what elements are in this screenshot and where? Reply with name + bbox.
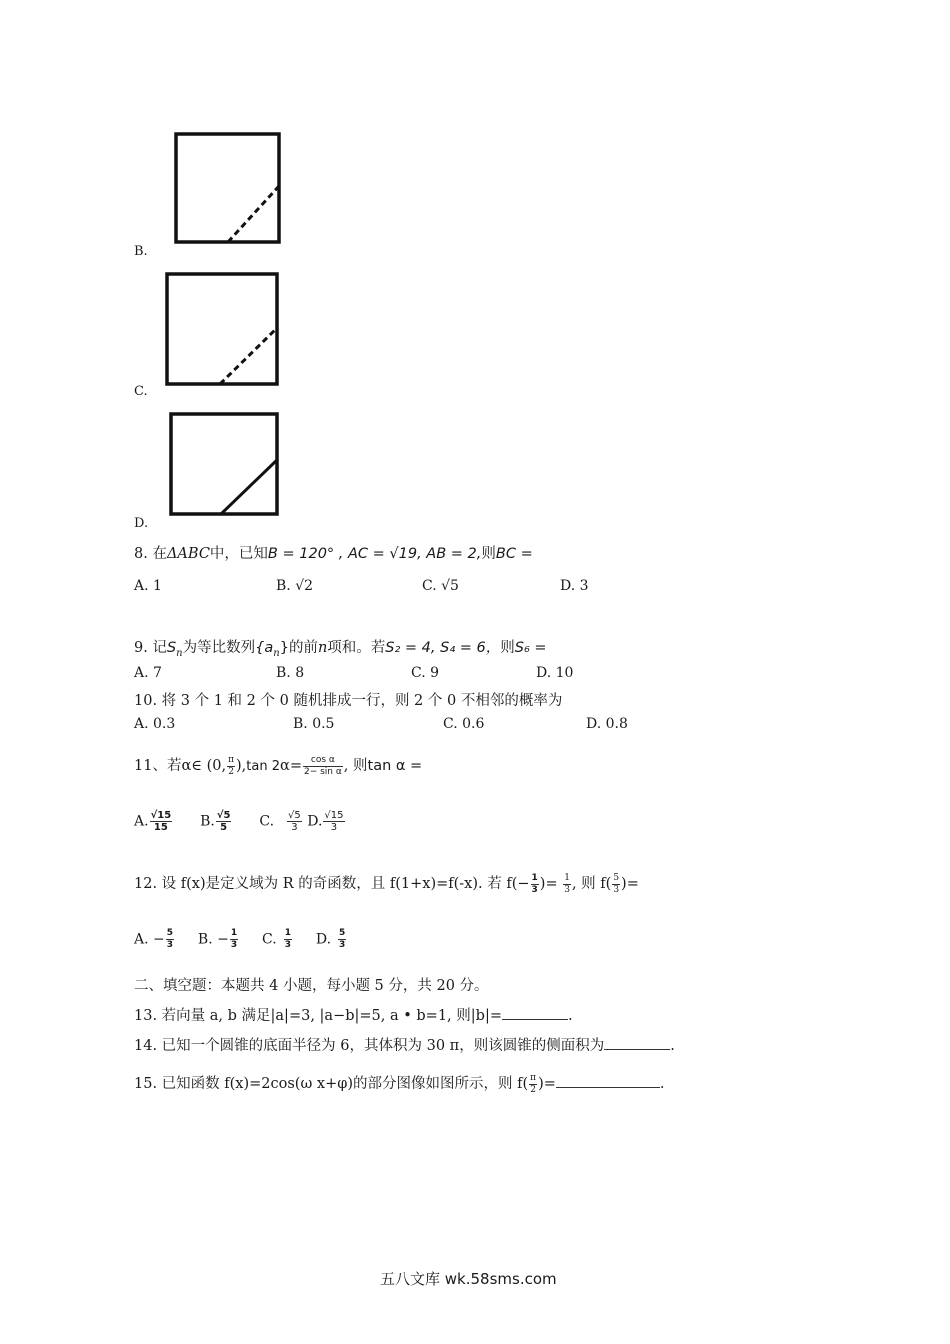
question-9: [134, 636, 547, 659]
q9-an: {a: [255, 640, 274, 656]
q11-tan2: tan 2: [246, 759, 281, 774]
q13-answer-blank[interactable]: [502, 1007, 568, 1020]
q11-option-d-value: $\frac{√15}{3}$: [324, 810, 344, 833]
q14-text: 14. 已知一个圆锥的底面半径为 6，其体积为 30 π，则该圆锥的侧面积为: [134, 1038, 605, 1054]
q9-option-d: D. 10: [536, 665, 574, 681]
q9-an-close: }: [279, 640, 289, 656]
q13-text: 13. 若向量 a, b 满足|a|=3, |a−b|=5, a • b=1, 则|b|=: [134, 1008, 502, 1024]
q9-mid1: 为等比数列: [182, 640, 256, 656]
q10-option-d: D. 0.8: [586, 716, 628, 732]
q12-frac-1: $\frac{1}{3}$: [531, 872, 538, 895]
question-11: [134, 754, 422, 778]
question-10: 10. 将 3 个 1 和 2 个 0 随机排成一行，则 2 个 0 不相邻的概率为: [134, 693, 563, 709]
option-c-figure: [162, 270, 284, 388]
q11-option-c-value: $\frac{√5}{3}$: [288, 810, 301, 833]
q12-tail: )=: [621, 876, 639, 892]
q11-options: [134, 810, 346, 833]
question-8: [134, 542, 533, 563]
q8-prefix: 8. 在: [134, 546, 167, 562]
q11-option-b-value: $\frac{√5}{5}$: [216, 810, 231, 833]
q12-option-d-label: D.: [315, 931, 332, 948]
q9-mid2: 的前: [288, 640, 318, 656]
question-14: [134, 1034, 675, 1055]
q12-option-d-value: $\frac{5}{3}$: [339, 928, 346, 950]
option-d-figure: [166, 410, 284, 520]
q12-option-c-label: C.: [262, 931, 277, 948]
q8-option-d: D. 3: [560, 578, 589, 594]
q15-pi-half: $\frac{\pi}{2}$: [530, 1072, 537, 1095]
q11-ask: tan α =: [367, 758, 423, 774]
q12-frac-3: $\frac{5}{3}$: [613, 872, 620, 895]
q11-option-b-label: B.: [200, 813, 215, 830]
q8-option-b: B. √2: [276, 578, 314, 594]
question-12: [134, 872, 639, 896]
q11-tail: , 则: [343, 758, 368, 774]
q12-mid: )=: [539, 876, 563, 892]
q12-option-a-label: A. −: [134, 931, 165, 948]
q11-interval: ∈ (0,: [191, 758, 227, 774]
section-2-title: 二、填空题：本题共 4 小题，每小题 5 分，共 20 分。: [134, 978, 489, 994]
option-b-figure: [170, 130, 285, 248]
q8-ask: BC =: [495, 546, 533, 562]
q11-prefix: 11、若: [134, 758, 182, 774]
footer-watermark: 五八文库 wk.58sms.com: [380, 1270, 557, 1288]
q9-sn: S: [166, 640, 177, 656]
q14-tail: .: [670, 1038, 675, 1054]
q14-answer-blank[interactable]: [604, 1037, 670, 1050]
q11-option-c-label: C.: [259, 813, 275, 830]
q9-mid3: 项和。若: [327, 640, 386, 656]
q8-tail: 则: [481, 546, 496, 562]
q12-prefix: 12. 设 f(x)是定义域为 R 的奇函数，且 f(1+x)=f(-x). 若 f(−: [134, 876, 530, 892]
q8-triangle: ΔABC: [166, 546, 210, 562]
q12-option-c-value: $\frac{1}{3}$: [284, 928, 291, 950]
q12-options: [134, 928, 347, 951]
question-15: [134, 1072, 665, 1096]
q11-pi-half: $\frac{\pi}{2}$: [228, 754, 235, 777]
option-b-label: B.: [134, 244, 148, 259]
q15-text: 15. 已知函数 f(x)=2cos(ω x+φ)的部分图像如图所示，则 f(: [134, 1076, 529, 1092]
q9-sn-sub: n: [176, 647, 183, 659]
q8-mid: 中，已知: [209, 546, 268, 562]
q13-tail: .: [567, 1008, 573, 1024]
q12-frac-2: $\frac{1}{3}$: [564, 872, 570, 895]
q9-condition: S₂ = 4, S₄ = 6，: [385, 640, 501, 656]
q11-eq: =: [289, 758, 302, 774]
q11-fraction: $\frac{\text{cos α}}{\text{2− sin α}}$: [303, 754, 342, 777]
q11-close: ),: [236, 758, 247, 774]
q8-condition: B = 120° , AC = √19, AB = 2,: [267, 546, 482, 562]
q12-mid2: , 则 f(: [571, 876, 612, 892]
q12-option-b-value: $\frac{1}{3}$: [230, 928, 238, 950]
q8-option-a: A. 1: [134, 578, 162, 594]
q9-option-a: A. 7: [134, 665, 162, 681]
q11-alpha: α: [181, 758, 192, 774]
q15-end: .: [659, 1076, 665, 1092]
option-c-label: C.: [134, 384, 148, 399]
q9-option-c: C. 9: [411, 665, 440, 681]
option-d-label: D.: [134, 516, 149, 531]
q12-option-a-value: $\frac{5}{3}$: [166, 928, 174, 950]
q9-option-b: B. 8: [276, 665, 305, 681]
q10-option-b: B. 0.5: [293, 716, 335, 732]
q8-option-c: C. √5: [422, 578, 459, 594]
q10-option-c: C. 0.6: [443, 716, 485, 732]
q9-prefix: 9. 记: [134, 640, 167, 656]
q9-tail: 则: [500, 640, 515, 656]
q9-ask: S₆ =: [514, 640, 547, 656]
q12-option-b-label: B. −: [197, 931, 229, 948]
q11-option-a-value: $\frac{√15}{15}$: [150, 810, 172, 833]
question-13: [134, 1004, 573, 1025]
q15-tail: )=: [538, 1076, 556, 1092]
q11-alpha-2: α: [280, 758, 290, 774]
q11-option-d-label: D.: [307, 813, 323, 830]
q9-n: n: [317, 640, 328, 656]
q11-option-a-label: A.: [134, 813, 149, 830]
q10-option-a: A. 0.3: [134, 716, 176, 732]
q15-answer-blank[interactable]: [556, 1075, 660, 1088]
q9-an-sub: n: [273, 647, 280, 659]
